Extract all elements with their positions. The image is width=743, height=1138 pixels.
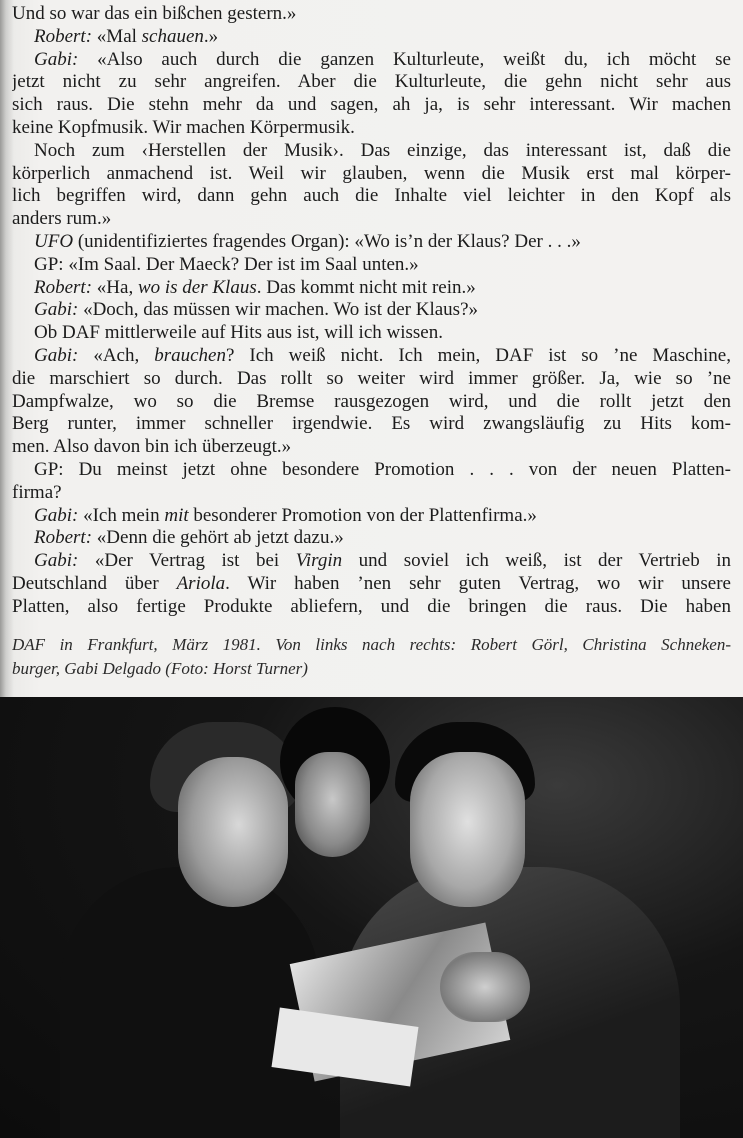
italic-text: mit — [164, 504, 189, 526]
text-segment: Und so war das ein bißchen gestern.» — [12, 3, 297, 24]
italic-text: schauen — [141, 25, 204, 47]
italic-text: Robert: — [34, 276, 93, 298]
italic-text: Gabi: — [34, 550, 79, 572]
text-segment: . Das kommt nicht mit rein.» — [256, 276, 476, 298]
text-line — [12, 140, 731, 163]
text-segment: sich raus. Die stehn mehr da und sagen, ah ja, is sehr interessant. Wir machen — [12, 94, 731, 116]
text-segment: «Ha, — [92, 276, 138, 298]
photo-caption — [12, 633, 731, 681]
italic-text: Gabi: — [34, 299, 79, 321]
text-segment: firma? — [12, 481, 62, 503]
text-line — [12, 185, 731, 208]
hands — [440, 952, 530, 1022]
text-segment: besonderer Promotion von der Plattenfirma.» — [188, 504, 537, 526]
text-line — [12, 49, 731, 72]
text-segment: «Ich mein — [78, 504, 165, 526]
text-line — [12, 550, 731, 573]
text-line — [12, 413, 731, 436]
text-segment: (unidentifiziertes fragendes Organ): «Wo is’n der Klaus? Der . . .» — [73, 230, 581, 252]
text-line — [12, 459, 731, 482]
text-line — [12, 322, 731, 345]
text-line — [12, 94, 731, 117]
text-line — [12, 527, 731, 550]
text-line — [12, 573, 731, 596]
italic-text: Virgin — [295, 550, 343, 572]
italic-text: wo is der Klaus — [137, 276, 257, 298]
text-segment: anders rum.» — [12, 208, 112, 230]
italic-text: Gabi: — [34, 48, 79, 70]
text-segment: Berg runter, immer schneller irgendwie. Es wird zwangsläufig zu Hits kom- — [12, 413, 731, 435]
person-right-face — [410, 752, 525, 907]
text-line — [12, 254, 731, 277]
text-line — [12, 208, 731, 231]
italic-text: brauchen — [154, 344, 226, 366]
text-segment: GP: «Im Saal. Der Maeck? Der ist im Saal unten.» — [34, 253, 419, 275]
text-line — [12, 299, 731, 322]
text-line — [12, 71, 731, 94]
caption-line: DAF in Frankfurt, März 1981. Von links nach rechts: Robert Görl, Christina Schneken- — [12, 635, 731, 654]
text-line — [12, 436, 731, 459]
text-segment: «Denn die gehört ab jetzt dazu.» — [92, 527, 344, 549]
text-segment: die marschiert so durch. Das rollt so weiter wird immer größer. Ja, wie so ’ne — [12, 367, 731, 389]
italic-text: Robert: — [34, 527, 93, 549]
text-line — [12, 231, 731, 254]
text-segment: lich begriffen wird, dann gehn auch die Inhalte viel leichter in den Kopf als — [12, 185, 731, 207]
text-line — [12, 26, 731, 49]
text-segment: GP: Du meinst jetzt ohne besondere Promotion . . . von der neuen Platten- — [34, 458, 731, 480]
text-segment: Ob DAF mittlerweile auf Hits aus ist, will ich wissen. — [34, 322, 443, 344]
band-photo — [0, 697, 743, 1138]
text-segment: Deutschland über — [12, 572, 177, 594]
text-segment: «Ach, — [78, 344, 155, 366]
text-line — [12, 368, 731, 391]
text-segment: «Doch, das müssen wir machen. Wo ist der Klaus?» — [78, 299, 479, 321]
text-segment: .» — [203, 25, 219, 47]
text-segment: keine Kopfmusik. Wir machen Körpermusik. — [12, 116, 355, 138]
text-segment: Dampfwalze, wo so die Bremse rausgezogen wird, und die rollt jetzt den — [12, 390, 731, 412]
text-segment: jetzt nicht zu sehr angreifen. Aber die Kulturleute, die gehn nicht sehr aus — [12, 71, 731, 93]
text-line — [12, 117, 731, 140]
text-line — [12, 482, 731, 505]
italic-text: Gabi: — [34, 504, 79, 526]
person-left-body — [60, 867, 320, 1138]
text-segment: Noch zum ‹Herstellen der Musik›. Das einzige, das interessant ist, daß die — [34, 139, 731, 161]
body-text — [12, 3, 731, 619]
text-segment: «Der Vertrag ist bei — [78, 550, 296, 572]
text-segment: . Wir haben ’nen sehr guten Vertrag, wo wir unsere — [225, 572, 731, 594]
text-line — [12, 277, 731, 300]
text-segment: «Also auch durch die ganzen Kulturleute, weißt du, ich möcht se — [78, 48, 731, 70]
text-line — [12, 3, 731, 26]
text-segment: ? Ich weiß nicht. Ich mein, DAF ist so ’ne Maschine, — [225, 344, 731, 366]
person-left-face — [178, 757, 288, 907]
italic-text: Robert: — [34, 25, 93, 47]
person-middle-face — [295, 752, 370, 857]
text-line — [12, 596, 731, 619]
text-line — [12, 163, 731, 186]
italic-text: Ariola — [176, 572, 226, 594]
text-segment: und soviel ich weiß, ist der Vertrieb in — [342, 550, 731, 572]
text-line — [12, 345, 731, 368]
text-segment: men. Also davon bin ich überzeugt.» — [12, 436, 292, 458]
text-line — [12, 505, 731, 528]
text-segment: Platten, also fertige Produkte abliefern, und die bringen die raus. Die haben — [12, 595, 731, 617]
text-segment: «Mal — [92, 25, 142, 47]
caption-line: burger, Gabi Delgado (Foto: Horst Turner) — [12, 659, 308, 678]
text-line — [12, 391, 731, 414]
text-segment: körperlich anmachend ist. Weil wir glauben, wenn die Musik erst mal körper- — [12, 162, 731, 184]
italic-text: Gabi: — [34, 344, 79, 366]
italic-text: UFO — [34, 230, 74, 252]
